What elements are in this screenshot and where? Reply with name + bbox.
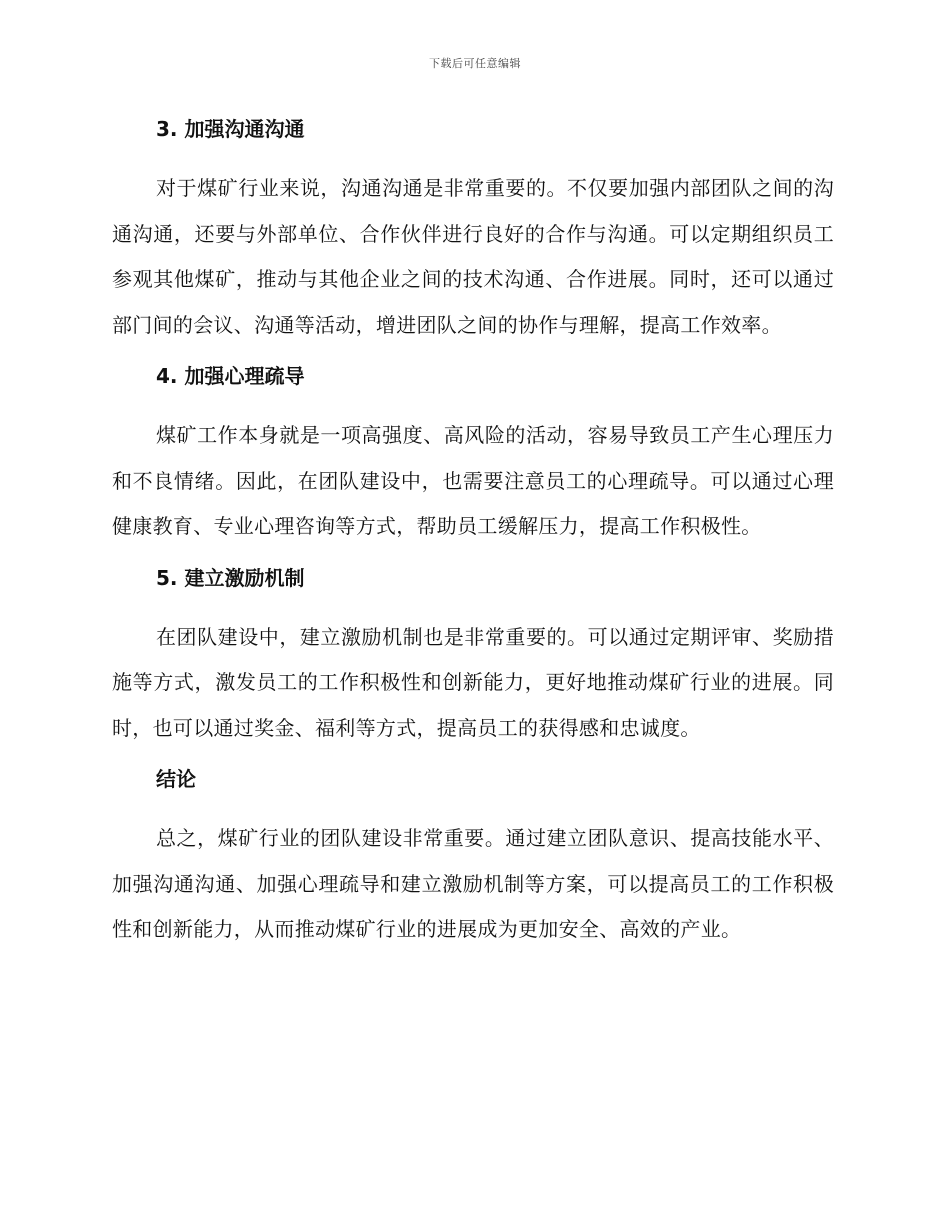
section-heading: 5. 建立激励机制 [156, 565, 305, 590]
section-incentive-mechanism [112, 561, 834, 752]
section-conclusion [112, 762, 834, 953]
section-psychological-counseling [112, 359, 834, 550]
section-paragraph: 煤矿工作本身就是一项高强度、高风险的活动，容易导致员工产生心理压力和不良情绪。因此，在团队建设中，也需要注意员工的心理疏导。可以通过心理健康教育、专业心理咨询等方式，帮助员工缓解压力，提高工作积极性。 [112, 423, 834, 538]
section-paragraph: 总之，煤矿行业的团队建设非常重要。通过建立团队意识、提高技能水平、加强沟通沟通、加强心理疏导和建立激励机制等方案，可以提高员工的工作积极性和创新能力，从而推动煤矿行业的进展成为更加安全、高效的产业。 [112, 826, 834, 941]
section-heading: 3. 加强沟通沟通 [156, 117, 305, 141]
section-communication [112, 112, 834, 348]
section-heading: 4. 加强心理疏导 [156, 364, 305, 388]
header-note: 下载后可任意编辑 [429, 57, 521, 70]
section-paragraph: 对于煤矿行业来说，沟通沟通是非常重要的。不仅要加强内部团队之间的沟通沟通，还要与外部单位、合作伙伴进行良好的合作与沟通。可以定期组织员工参观其他煤矿，推动与其他企业之间的技术沟通、合作进展。同时，还可以通过部门间的会议、沟通等活动，增进团队之间的协作与理解，提高工作效率。 [112, 176, 834, 337]
section-paragraph: 在团队建设中，建立激励机制也是非常重要的。可以通过定期评审、奖励措施等方式，激发员工的工作积极性和创新能力，更好地推动煤矿行业的进展。同时，也可以通过奖金、福利等方式，提高员工的获得感和忠诚度。 [112, 624, 834, 740]
document-body [112, 112, 834, 964]
section-heading: 结论 [156, 767, 196, 791]
